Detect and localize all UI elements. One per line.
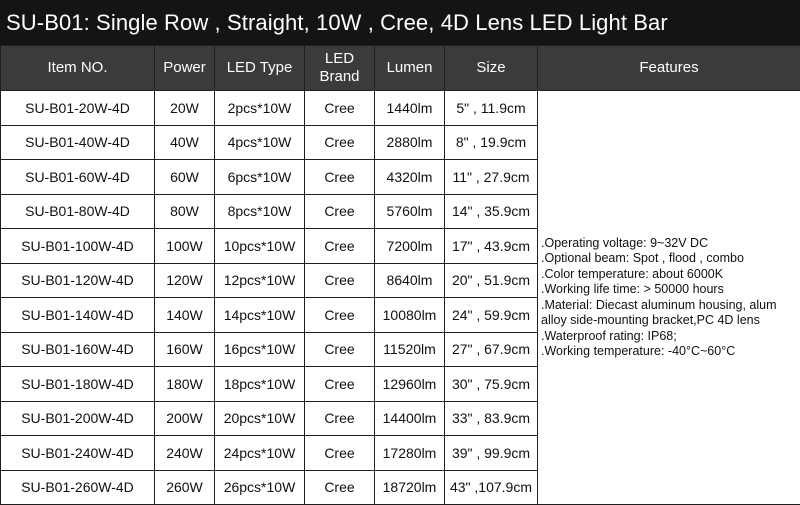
cell-power: 20W (155, 91, 215, 126)
cell-size: 43" ,107.9cm (445, 470, 538, 505)
cell-size: 27" , 67.9cm (445, 332, 538, 367)
cell-brand: Cree (305, 263, 375, 298)
feature-line: .Working life time: > 50000 hours (541, 282, 724, 296)
cell-brand: Cree (305, 470, 375, 505)
cell-power: 240W (155, 436, 215, 471)
cell-lumen: 17280lm (375, 436, 445, 471)
cell-led-type: 10pcs*10W (215, 229, 305, 264)
cell-lumen: 7200lm (375, 229, 445, 264)
cell-led-type: 26pcs*10W (215, 470, 305, 505)
cell-power: 200W (155, 401, 215, 436)
cell-brand: Cree (305, 91, 375, 126)
cell-item: SU-B01-20W-4D (1, 91, 155, 126)
cell-led-type: 14pcs*10W (215, 298, 305, 333)
cell-item: SU-B01-200W-4D (1, 401, 155, 436)
cell-size: 17" , 43.9cm (445, 229, 538, 264)
cell-size: 24" , 59.9cm (445, 298, 538, 333)
header-features: Features (538, 46, 800, 91)
cell-lumen: 4320lm (375, 160, 445, 195)
cell-led-type: 4pcs*10W (215, 125, 305, 160)
cell-brand: Cree (305, 298, 375, 333)
cell-item: SU-B01-260W-4D (1, 470, 155, 505)
cell-brand: Cree (305, 125, 375, 160)
cell-brand: Cree (305, 194, 375, 229)
spec-table (0, 45, 800, 505)
feature-line: .Color temperature: about 6000K (541, 266, 724, 281)
cell-lumen: 5760lm (375, 194, 445, 229)
cell-size: 11" , 27.9cm (445, 160, 538, 195)
cell-led-type: 20pcs*10W (215, 401, 305, 436)
cell-power: 60W (155, 160, 215, 195)
header-size: Size (445, 46, 538, 91)
cell-brand: Cree (305, 332, 375, 367)
features-cell (538, 91, 800, 505)
cell-size: 8" , 19.9cm (445, 125, 538, 160)
cell-size: 5" , 11.9cm (445, 91, 538, 126)
cell-lumen: 1440lm (375, 91, 445, 126)
feature-line: .Optional beam: Spot , flood , combo (541, 251, 744, 265)
cell-item: SU-B01-180W-4D (1, 367, 155, 402)
cell-led-type: 18pcs*10W (215, 367, 305, 402)
cell-size: 20" , 51.9cm (445, 263, 538, 298)
cell-lumen: 2880lm (375, 125, 445, 160)
cell-led-type: 2pcs*10W (215, 91, 305, 126)
cell-power: 260W (155, 470, 215, 505)
cell-lumen: 10080lm (375, 298, 445, 333)
cell-power: 160W (155, 332, 215, 367)
header-led-type: LED Type (215, 46, 305, 91)
cell-led-type: 8pcs*10W (215, 194, 305, 229)
cell-item: SU-B01-140W-4D (1, 298, 155, 333)
cell-item: SU-B01-40W-4D (1, 125, 155, 160)
cell-lumen: 14400lm (375, 401, 445, 436)
cell-led-type: 12pcs*10W (215, 263, 305, 298)
cell-led-type: 6pcs*10W (215, 160, 305, 195)
cell-lumen: 11520lm (375, 332, 445, 367)
cell-lumen: 18720lm (375, 470, 445, 505)
header-item-no: Item NO. (1, 46, 155, 91)
cell-brand: Cree (305, 436, 375, 471)
cell-brand: Cree (305, 160, 375, 195)
cell-lumen: 12960lm (375, 367, 445, 402)
header-led-brand (305, 46, 375, 91)
cell-item: SU-B01-80W-4D (1, 194, 155, 229)
cell-size: 33" , 83.9cm (445, 401, 538, 436)
cell-item: SU-B01-60W-4D (1, 160, 155, 195)
table-row (1, 91, 800, 126)
cell-item: SU-B01-120W-4D (1, 263, 155, 298)
cell-led-type: 16pcs*10W (215, 332, 305, 367)
header-led-brand-line2: Brand (319, 68, 360, 85)
cell-power: 80W (155, 194, 215, 229)
cell-power: 100W (155, 229, 215, 264)
cell-brand: Cree (305, 401, 375, 436)
cell-power: 140W (155, 298, 215, 333)
cell-size: 14" , 35.9cm (445, 194, 538, 229)
feature-line: .Operating voltage: 9~32V DC (541, 235, 709, 250)
feature-line: .Working temperature: -40°C~60°C (541, 344, 736, 358)
feature-line: .Material: Diecast aluminum housing, alum alloy side-mounting bracket,PC 4D lens (541, 297, 777, 327)
cell-power: 180W (155, 367, 215, 402)
cell-item: SU-B01-240W-4D (1, 436, 155, 471)
cell-power: 120W (155, 263, 215, 298)
cell-item: SU-B01-160W-4D (1, 332, 155, 367)
header-power: Power (155, 46, 215, 91)
feature-line: .Waterproof rating: IP68; (541, 328, 677, 343)
cell-brand: Cree (305, 367, 375, 402)
cell-lumen: 8640lm (375, 263, 445, 298)
header-led-brand-line1: LED (324, 50, 355, 67)
header-lumen: Lumen (375, 46, 445, 91)
cell-power: 40W (155, 125, 215, 160)
cell-size: 39" , 99.9cm (445, 436, 538, 471)
header-row (1, 46, 800, 91)
cell-item: SU-B01-100W-4D (1, 229, 155, 264)
cell-size: 30" , 75.9cm (445, 367, 538, 402)
cell-brand: Cree (305, 229, 375, 264)
cell-led-type: 24pcs*10W (215, 436, 305, 471)
page-title: SU-B01: Single Row , Straight, 10W , Cree, 4D Lens LED Light Bar (0, 0, 800, 45)
